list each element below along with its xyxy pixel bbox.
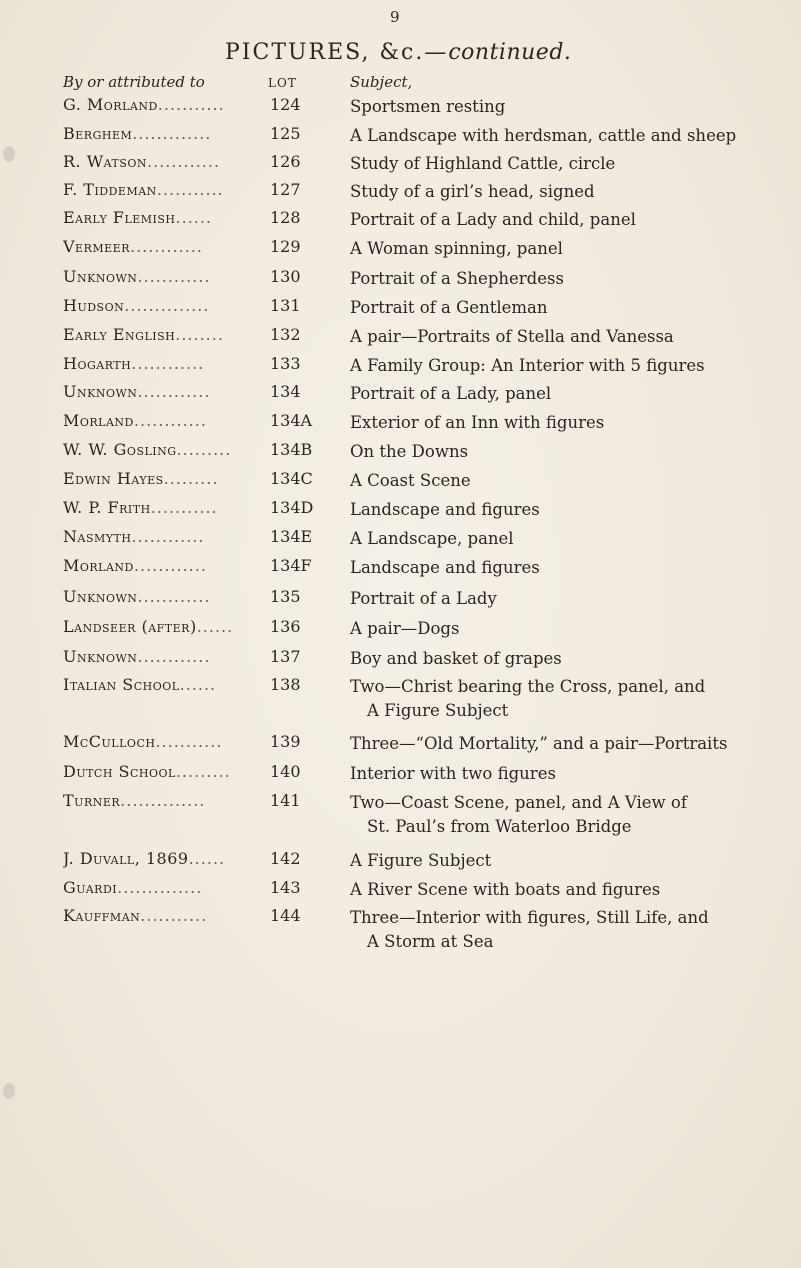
artist-cell: Vermeer............ <box>63 237 204 256</box>
lot-number: 137 <box>270 647 301 666</box>
artist-cell: Guardi.............. <box>63 878 203 897</box>
lot-number: 134E <box>270 527 313 546</box>
subject-cell: A Coast Scene <box>350 471 471 490</box>
lot-number: 129 <box>270 237 301 256</box>
lot-number: 134B <box>270 440 313 459</box>
artist-cell: W. P. Frith........... <box>63 498 218 517</box>
subject-cell: A pair—Portraits of Stella and Vanessa <box>350 327 674 346</box>
artist-cell: Turner.............. <box>63 791 206 810</box>
lot-number: 134 <box>270 382 301 401</box>
artist-cell: Early Flemish...... <box>63 208 213 227</box>
subject-cell: A Figure Subject <box>350 851 492 870</box>
column-header-artist: By or attributed to <box>63 73 205 91</box>
subject-cell: A Landscape with herdsman, cattle and sheep <box>350 126 737 145</box>
lot-number: 134D <box>270 498 314 517</box>
lot-number: 138 <box>270 675 301 694</box>
artist-cell: Unknown............ <box>63 587 211 606</box>
subject-continuation: A Storm at Sea <box>367 932 494 951</box>
lot-number: 128 <box>270 208 301 227</box>
heading-text: PICTURES, &c.— <box>225 40 449 65</box>
subject-cell: A Landscape, panel <box>350 529 514 548</box>
subject-cell: Study of a girl’s head, signed <box>350 182 595 201</box>
subject-cell: Landscape and figures <box>350 500 540 519</box>
column-header-subject: Subject, <box>350 73 413 91</box>
artist-cell: Unknown............ <box>63 267 211 286</box>
artist-cell: Berghem............. <box>63 124 212 143</box>
ink-stain-bottom <box>3 1083 15 1099</box>
artist-cell: Kauffman........... <box>63 906 208 925</box>
subject-cell: A Family Group: An Interior with 5 figures <box>350 356 705 375</box>
subject-cell: Sportsmen resting <box>350 97 506 116</box>
lot-number: 140 <box>270 762 301 781</box>
lot-number: 134C <box>270 469 313 488</box>
lot-number: 132 <box>270 325 301 344</box>
artist-cell: Unknown............ <box>63 382 211 401</box>
lot-number: 134A <box>270 411 313 430</box>
lot-number: 134F <box>270 556 312 575</box>
lot-number: 126 <box>270 152 301 171</box>
artist-cell: Unknown............ <box>63 647 211 666</box>
heading-continued: continued. <box>448 40 572 65</box>
lot-number: 136 <box>270 617 301 636</box>
page-number: 9 <box>390 8 400 26</box>
lot-number: 133 <box>270 354 301 373</box>
artist-cell: Italian School...... <box>63 675 217 694</box>
subject-cell: Portrait of a Lady, panel <box>350 384 552 403</box>
subject-cell: A River Scene with boats and figures <box>350 880 661 899</box>
subject-cell: Two—Coast Scene, panel, and A View of St. Paul’s from Waterloo Bridge <box>350 791 790 839</box>
subject-cell: Two—Christ bearing the Cross, panel, and A Figure Subject <box>350 675 790 723</box>
subject-cell: Portrait of a Lady <box>350 589 497 608</box>
artist-cell: Morland............ <box>63 556 207 575</box>
subject-cell: Exterior of an Inn with figures <box>350 413 605 432</box>
subject-cell: A Woman spinning, panel <box>350 239 563 258</box>
subject-continuation: St. Paul’s from Waterloo Bridge <box>367 817 632 836</box>
lot-number: 125 <box>270 124 301 143</box>
subject-cell: Three—Interior with figures, Still Life, and A Storm at Sea <box>350 906 790 954</box>
subject-cell: Three—“Old Mortality,” and a pair—Portraits <box>350 734 728 753</box>
lot-number: 135 <box>270 587 301 606</box>
artist-cell: Morland............ <box>63 411 207 430</box>
lot-number: 142 <box>270 849 301 868</box>
artist-cell: Hogarth............ <box>63 354 205 373</box>
lot-number: 143 <box>270 878 301 897</box>
artist-cell: J. Duvall, 1869...... <box>63 849 226 868</box>
subject-cell: On the Downs <box>350 442 469 461</box>
lot-number: 141 <box>270 791 301 810</box>
artist-cell: Nasmyth............ <box>63 527 205 546</box>
artist-cell: Edwin Hayes......... <box>63 469 219 488</box>
lot-number: 139 <box>270 732 301 751</box>
artist-cell: F. Tiddeman........... <box>63 180 224 199</box>
lot-number: 127 <box>270 180 301 199</box>
subject-cell: Landscape and figures <box>350 558 540 577</box>
lot-number: 144 <box>270 906 301 925</box>
subject-cell: Interior with two figures <box>350 764 556 783</box>
artist-cell: W. W. Gosling......... <box>63 440 232 459</box>
lot-number: 124 <box>270 95 301 114</box>
lot-number: 131 <box>270 296 301 315</box>
artist-cell: Hudson.............. <box>63 296 210 315</box>
artist-cell: Landseer (after)...... <box>63 617 234 636</box>
column-header-lot: LOT <box>268 76 297 90</box>
ink-stain-top <box>3 146 15 162</box>
subject-cell: Portrait of a Shepherdess <box>350 269 564 288</box>
page-heading <box>225 40 571 65</box>
lot-number: 130 <box>270 267 301 286</box>
subject-continuation: A Figure Subject <box>367 701 509 720</box>
subject-cell: Portrait of a Gentleman <box>350 298 548 317</box>
artist-cell: Dutch School......... <box>63 762 231 781</box>
artist-cell: Early English........ <box>63 325 224 344</box>
artist-cell: R. Watson............ <box>63 152 221 171</box>
artist-cell: G. Morland........... <box>63 95 225 114</box>
subject-cell: Study of Highland Cattle, circle <box>350 154 616 173</box>
subject-cell: Portrait of a Lady and child, panel <box>350 210 636 229</box>
artist-cell: McCulloch........... <box>63 732 223 751</box>
subject-cell: Boy and basket of grapes <box>350 649 562 668</box>
subject-cell: A pair—Dogs <box>350 619 460 638</box>
